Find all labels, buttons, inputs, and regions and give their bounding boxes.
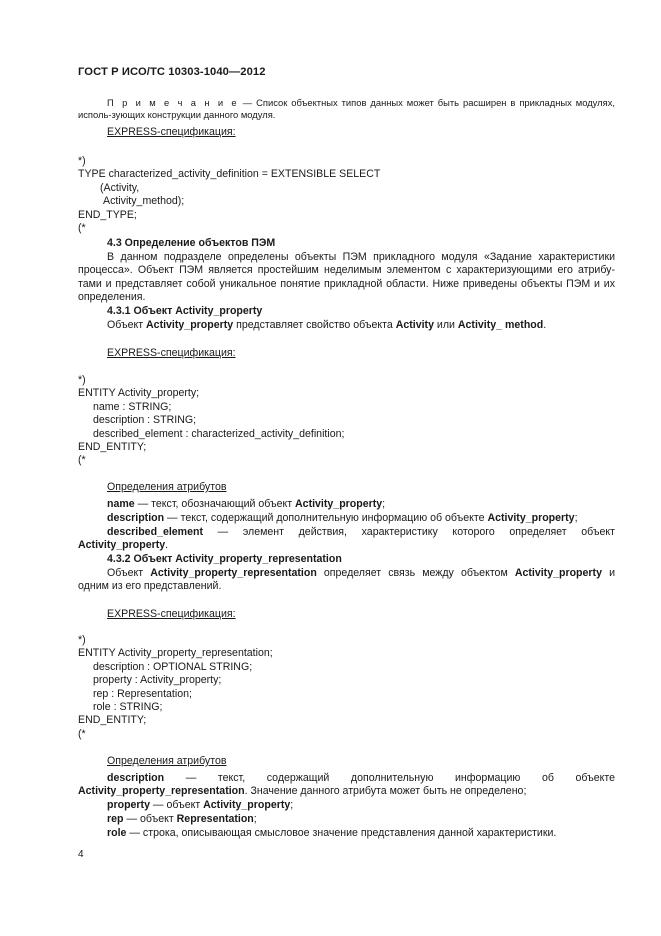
attr-def-described-element [78, 526, 615, 553]
section-4-3-paragraph: В данном подразделе определены объекты ПЭМ прикладного модуля «Задание характеристики процесса». Объект ПЭМ является простейшим неделимым элементом с характеризующими его атрибу-тами и представляет собой уникальное понятие прикладной области. Ниже приведены объекты ПЭМ и их определения. [78, 251, 615, 304]
code-line: ENTITY Activity_property; [78, 387, 200, 400]
code-line: described_element : characterized_activity_definition; [93, 427, 345, 440]
entity-name: Activity_ method [457, 319, 544, 331]
entity-name: Activity_property [78, 539, 166, 552]
code-line: (Activity, [100, 181, 140, 194]
express-spec-label: EXPRESS-спецификация: [107, 126, 236, 138]
code-line: description : STRING; [93, 414, 197, 427]
code-line: role : STRING; [93, 701, 163, 714]
express-spec-heading [78, 347, 615, 360]
section-4-3-1-title: 4.3.1 Объект Activity_property [107, 305, 263, 317]
section-4-3-2-title: 4.3.2 Объект Activity_property_representation [107, 553, 342, 565]
text-run: . [165, 539, 169, 552]
attr-def-role [78, 827, 615, 840]
text-run: — элемент действия, характеристику которого определяет объект [202, 526, 615, 538]
page-number: 4 [78, 849, 84, 860]
attr-def-property [78, 799, 615, 812]
attr-name: description [107, 772, 165, 784]
attr-def-description [78, 512, 615, 525]
express-spec-heading [78, 126, 615, 139]
entity-name: Activity_property [146, 319, 234, 331]
express-spec-heading [78, 608, 615, 621]
text-run: — объект [123, 813, 177, 825]
entity-name: Representation [176, 813, 254, 825]
attr-def-name [78, 498, 615, 511]
entity-name: Activity_property_representation [150, 567, 317, 579]
attr-defs-heading [78, 481, 615, 494]
code-line: (* [78, 222, 86, 235]
attr-name: property [107, 799, 150, 811]
text-run: ; [290, 799, 294, 811]
text-run: — текст, содержащий дополнительную информацию об объекте [164, 772, 615, 784]
entity-name: Activity_property [295, 498, 383, 510]
attr-name: name [107, 498, 135, 510]
code-line: TYPE characterized_activity_definition = EXTENSIBLE SELECT [78, 168, 381, 181]
text-run: ; [382, 498, 386, 510]
text-run: и одним из его представлений. [78, 567, 615, 593]
text-run: — текст, содержащий дополнительную информацию об объекте [164, 512, 488, 524]
code-line: (* [78, 454, 86, 467]
entity-name: Activity [395, 319, 434, 331]
section-4-3-2-paragraph [78, 567, 615, 594]
code-line: END_TYPE; [78, 208, 137, 221]
code-line: *) [78, 155, 86, 167]
text-run: — текст, обозначающий объект [134, 498, 296, 510]
attr-name: description [107, 512, 165, 524]
entity-name: Activity_property [487, 512, 575, 524]
code-line: (* [78, 727, 86, 740]
code-line: END_ENTITY; [78, 441, 147, 454]
text-run: ; [574, 512, 578, 524]
note-paragraph [78, 97, 615, 121]
attr-def-rep [78, 813, 615, 826]
code-line: description : OPTIONAL STRING; [93, 660, 253, 673]
attr-defs-label: Определения атрибутов [107, 755, 227, 767]
text-run: . [543, 319, 547, 331]
express-spec-label: EXPRESS-спецификация: [107, 608, 236, 620]
entity-name: Activity_property [203, 799, 291, 811]
text-run: . Значение данного атрибута может быть не определено; [244, 785, 527, 798]
express-code-block-2 [78, 374, 615, 468]
entity-name: Activity_property [514, 567, 602, 579]
text-run: или [433, 319, 458, 331]
code-line: rep : Representation; [93, 687, 192, 700]
express-code-block-1 [78, 155, 615, 235]
attr-defs-label: Определения атрибутов [107, 481, 227, 493]
code-line: name : STRING; [93, 400, 172, 413]
text-run: представляет свойство объекта [233, 319, 396, 331]
attr-name: described_element [107, 526, 203, 538]
code-line: ENTITY Activity_property_representation; [78, 647, 273, 660]
note-text: — Список объектных типов данных может быть расширен в прикладных модулях, исполь-зующих конструкции данного модуля. [78, 97, 615, 121]
text-run: определяет связь между объектом [316, 567, 515, 579]
text-run: — строка, описывающая смысловое значение представления данной характеристики. [126, 827, 557, 839]
code-line: Activity_method); [103, 195, 185, 208]
text-run: — объект [149, 799, 204, 811]
attr-name: role [107, 827, 127, 839]
attr-def-description [78, 772, 615, 799]
code-line: property : Activity_property; [93, 674, 222, 687]
attr-name: rep [107, 813, 124, 825]
express-code-block-3 [78, 634, 615, 741]
section-4-3-1-paragraph [78, 319, 615, 332]
text-run: Объект [107, 319, 147, 331]
entity-name: Activity_property_representation [78, 785, 245, 798]
document-header: ГОСТ Р ИСО/ТС 10303-1040—2012 [78, 66, 266, 78]
section-4-3-title: 4.3 Определение объектов ПЭМ [107, 237, 276, 249]
code-line: END_ENTITY; [78, 714, 147, 727]
text-run: Объект [107, 567, 151, 579]
note-label: П р и м е ч а н и е [107, 97, 239, 108]
text-run: ; [253, 813, 257, 825]
code-line: *) [78, 634, 86, 646]
attr-defs-heading [78, 755, 615, 768]
code-line: *) [78, 374, 86, 386]
express-spec-label: EXPRESS-спецификация: [107, 347, 236, 359]
